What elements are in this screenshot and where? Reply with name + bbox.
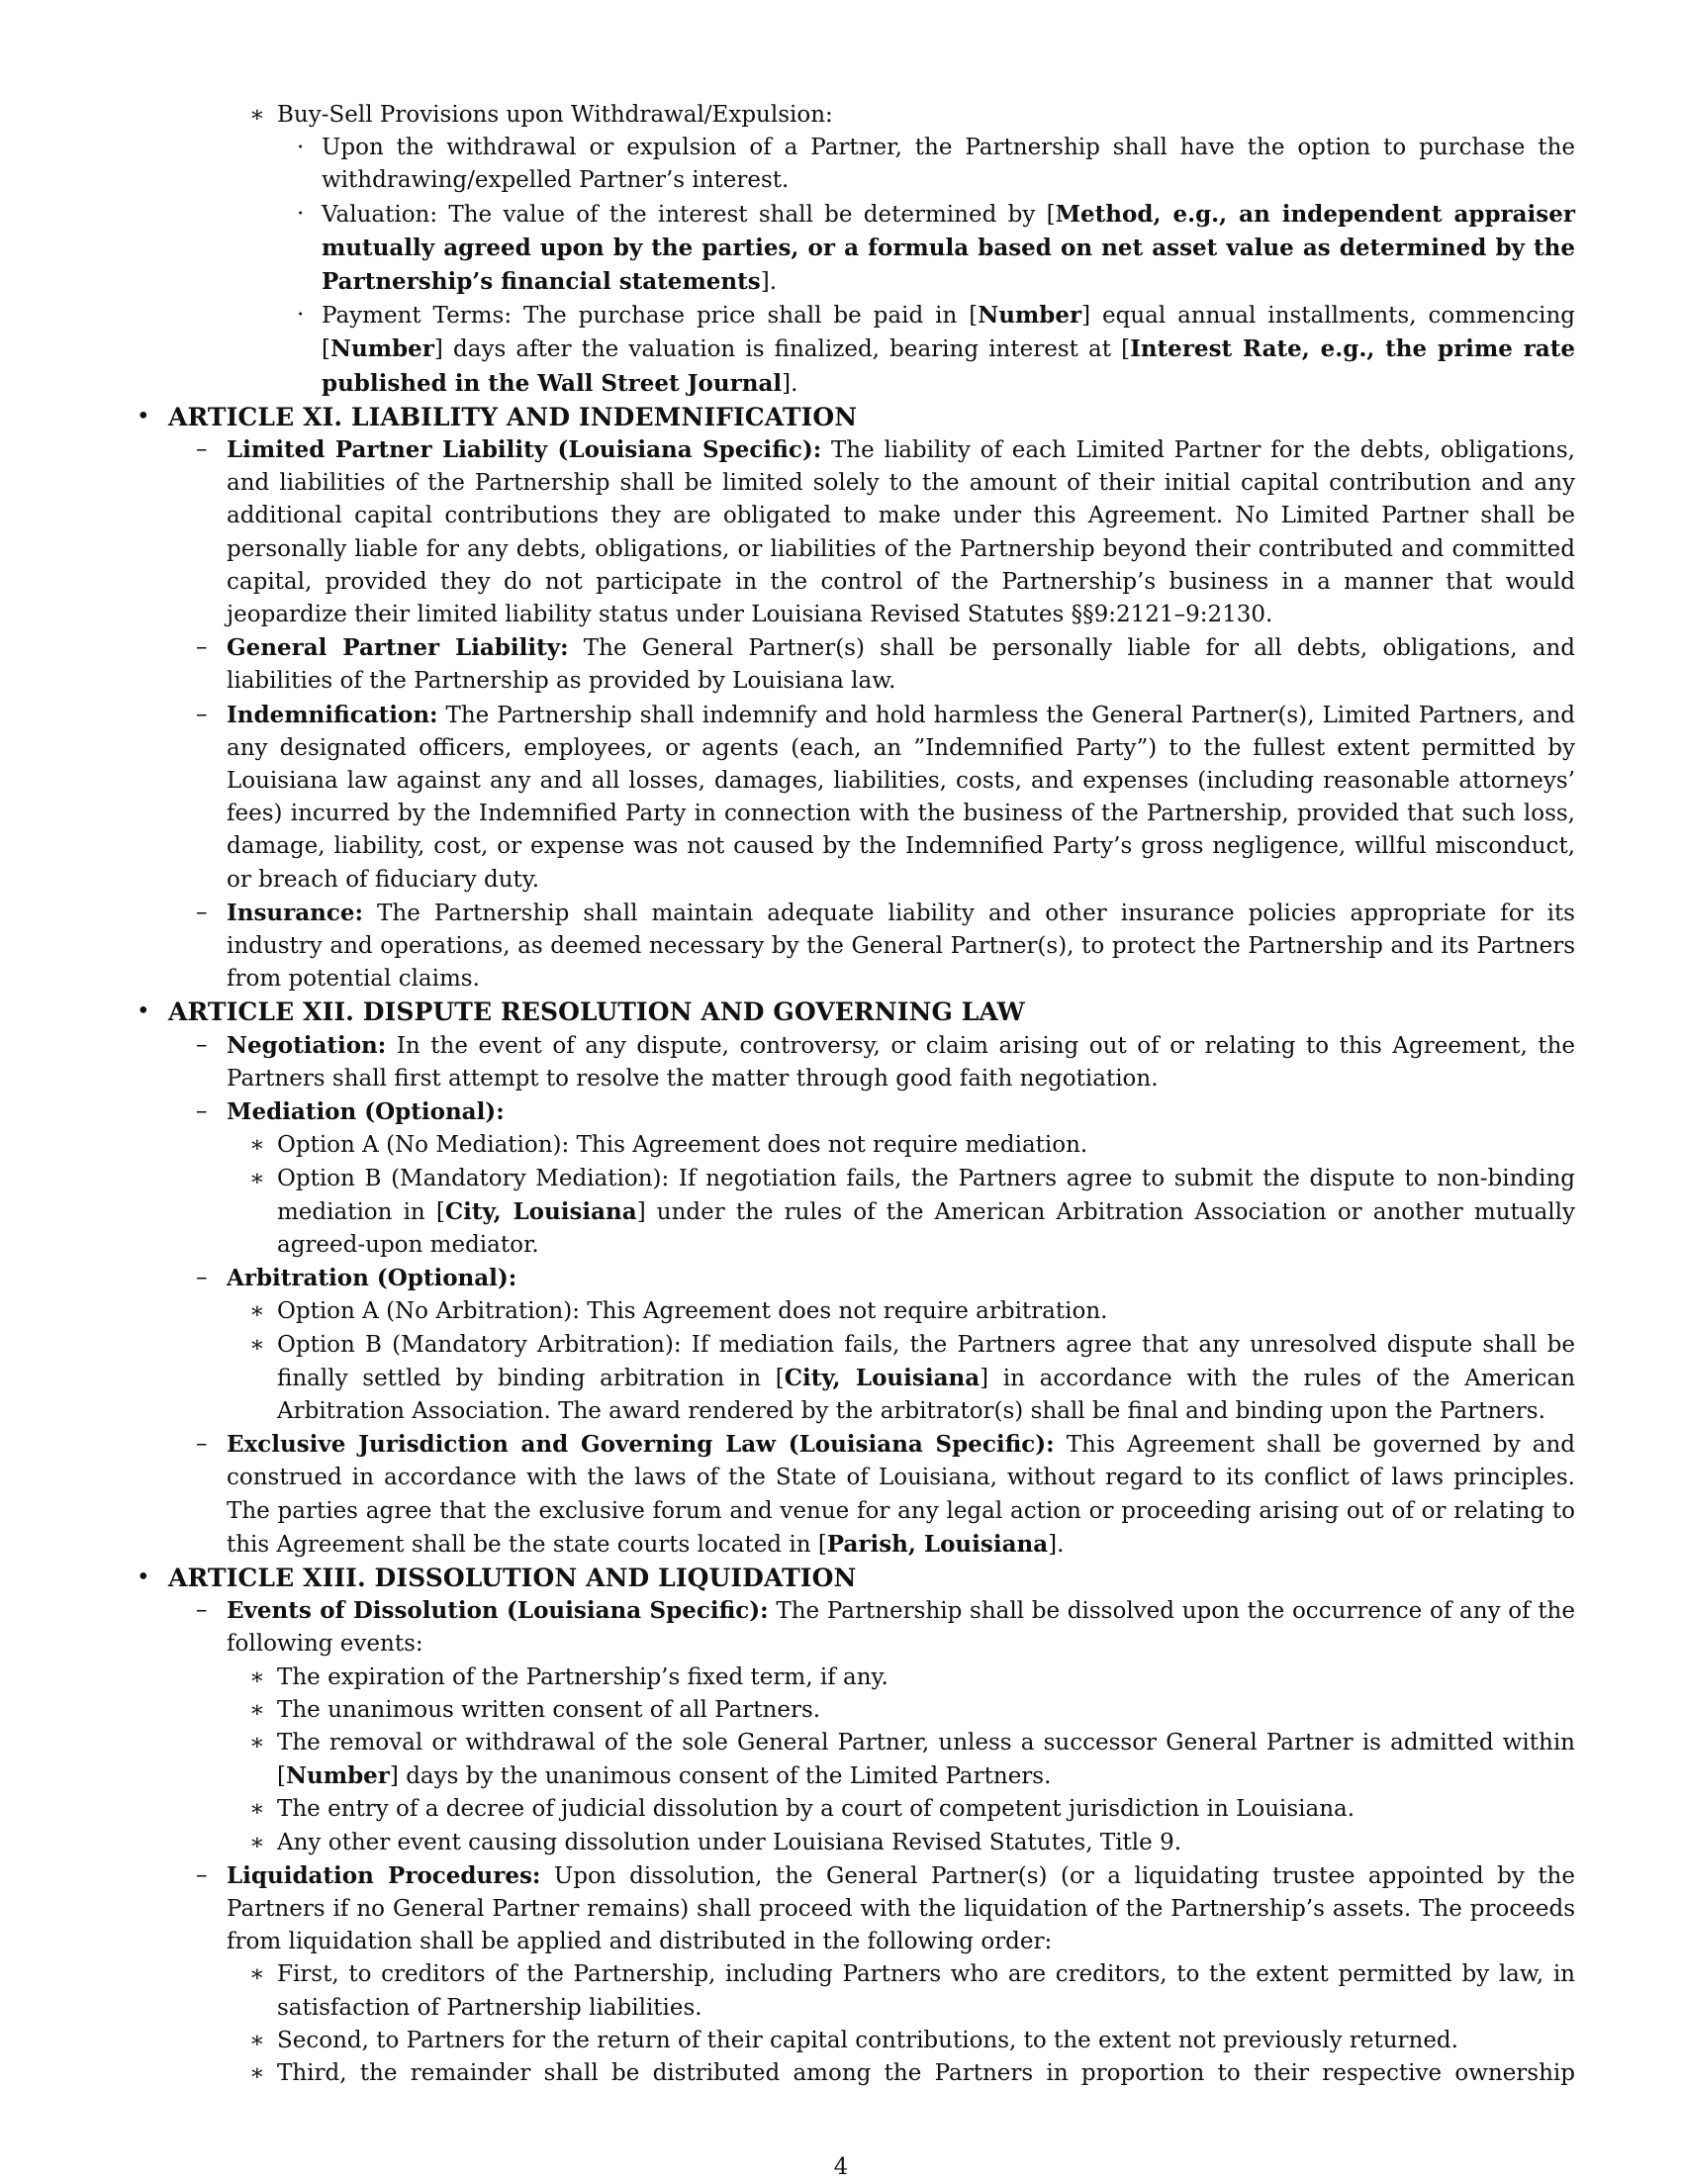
general-liability-label: General Partner Liability: [227, 634, 569, 662]
negotiation [129, 1029, 1575, 1095]
dissolution-event: ∗ The expiration of the Partnership’s fixed term, if any. [129, 1662, 1575, 1694]
dissolution-event: ∗ The removal or withdrawal of the sole General Partner, unless a successor General Partner is admitted within [Number] days by the unanimous consent of the Limited Partners. [129, 1727, 1575, 1793]
limited-liability-label: Limited Partner Liability (Louisiana Specific): [227, 436, 822, 464]
insurance-text: The Partnership shall maintain adequate liability and other insurance policies appropriate for its industry and operations, as deemed necessary by the General Partner(s), to protect the Partnership and its Partners from potential claims. [227, 900, 1575, 993]
liquidation-step: ∗ Second, to Partners for the return of their capital contributions, to the extent not previously returned. [129, 2025, 1575, 2057]
mediation [129, 1095, 1575, 1129]
insurance [129, 897, 1575, 997]
article-11 [129, 401, 1575, 433]
indemnification-text: The Partnership shall indemnify and hold harmless the General Partner(s), Limited Partners, and any designated officers, employees, or agents (each, an ”Indemnified Party”) to the fullest extent permitted by Louisiana law against any and all losses, damages, liabilities, costs, and expenses (including reasonable attorneys’ fees) incurred by the Indemnified Party in connection with the business of the Partnership, provided that such loss, damage, liability, cost, or expense was not caused by the Indemnified Party’s gross negligence, willful misconduct, or breach of fiduciary duty. [227, 702, 1575, 893]
dash-marker: – [196, 436, 208, 463]
star-marker: ∗ [249, 1298, 265, 1325]
article-13-heading: ARTICLE XIII. DISSOLUTION AND LIQUIDATION [168, 1563, 857, 1592]
mediation-option-a [129, 1129, 1575, 1162]
star-marker: ∗ [249, 102, 265, 128]
placeholder-interest-rate: Interest Rate, e.g., the prime rate published in the Wall Street Journal [322, 335, 1575, 397]
article-12 [129, 996, 1575, 1028]
dot-marker: · [297, 302, 305, 329]
jurisdiction-label: Exclusive Jurisdiction and Governing Law (Louisiana Specific): [227, 1431, 1055, 1459]
dash-marker: – [196, 1098, 208, 1125]
placeholder-parish: Parish, Louisiana [826, 1530, 1049, 1558]
star-marker: ∗ [249, 1331, 265, 1358]
liquidation-text: Upon dissolution, the General Partner(s) (or a liquidating trustee appointed by the Partners if no General Partner remains) shall proceed with the liquidation of the Partnership’s assets. The proceeds from liquidation shall be applied and distributed in the following order: [227, 1862, 1575, 1955]
dash-marker: – [196, 1265, 208, 1291]
arbitration [129, 1262, 1575, 1295]
buysell-valuation-item [129, 198, 1575, 300]
article-13 [129, 1562, 1575, 1594]
article-11-heading: ARTICLE XI. LIABILITY AND INDEMNIFICATION [168, 402, 858, 431]
buysell-option-item [129, 132, 1575, 197]
buysell-option-text: Upon the withdrawal or expulsion of a Partner, the Partnership shall have the option to purchase the withdrawing/expelled Partner’s interest. [322, 135, 1575, 194]
liquidation-label: Liquidation Procedures: [227, 1861, 541, 1889]
buysell-payment-text: Payment Terms: The purchase price shall be paid in [Number] equal annual installments, commencing [Number] days after the valuation is finalized, bearing interest at [Interest Rate, e.g., the prime rate published in the Wall Street Journal]. [322, 302, 1575, 397]
insurance-label: Insurance: [227, 899, 364, 926]
dash-marker: – [196, 899, 208, 925]
arbitration-option-a [129, 1295, 1575, 1328]
buysell-payment-item [129, 299, 1575, 401]
bullet-marker: • [137, 403, 150, 429]
limited-partner-liability [129, 433, 1575, 631]
general-partner-liability [129, 631, 1575, 698]
liquidation-procedures [129, 1859, 1575, 1959]
star-marker: ∗ [249, 1132, 265, 1159]
events-label: Events of Dissolution (Louisiana Specific): [227, 1597, 769, 1625]
placeholder-city: City, Louisiana [784, 1364, 981, 1391]
star-marker: ∗ [249, 1165, 265, 1191]
dash-marker: – [196, 701, 208, 727]
star-marker: ∗ [249, 2059, 265, 2086]
negotiation-text: In the event of any dispute, controversy, or claim arising out of or relating to this Agreement, the Partners shall first attempt to resolve the matter through good faith negotiation. [227, 1032, 1575, 1092]
buysell-title: Buy-Sell Provisions upon Withdrawal/Expulsion: [277, 102, 833, 128]
placeholder-method: Method, e.g., an independent appraiser mutually agreed upon by the parties, or a formula based on net asset value as determined by the Partnership’s financial statements [322, 200, 1575, 296]
dot-marker: · [297, 135, 305, 161]
limited-liability-text: The liability of each Limited Partner for the debts, obligations, and liabilities of the Partnership shall be limited solely to the amount of their initial capital contribution and any additional capital contributions they are obligated to make under this Agreement. No Limited Partner shall be personally liable for any debts, obligations, or liabilities of the Partnership beyond their contributed and committed capital, provided they do not participate in the control of the Partnership’s business in a manner that would jeopardize their limited liability status under Louisiana Revised Statutes §§9:2121–9:2130. [227, 437, 1575, 628]
dash-marker: – [196, 634, 208, 661]
dot-marker: · [297, 200, 305, 227]
events-of-dissolution [129, 1594, 1575, 1661]
dash-marker: – [196, 1031, 208, 1058]
dash-marker: – [196, 1861, 208, 1888]
negotiation-label: Negotiation: [227, 1031, 387, 1059]
mediation-option-b [129, 1163, 1575, 1263]
events-text: The Partnership shall be dissolved upon the occurrence of any of the following events: [227, 1598, 1575, 1658]
star-marker: ∗ [249, 1961, 265, 1988]
jurisdiction-text: This Agreement shall be governed by and construed in accordance with the laws of the State of Louisiana, without regard to its conflict of laws principles. The parties agree that the exclusive forum and venue for any legal action or proceeding arising out of or relating to this Agreement shall be the state courts located in [ [227, 1432, 1575, 1558]
placeholder-city: City, Louisiana [444, 1197, 637, 1225]
liquidation-step: ∗ Third, the remainder shall be distributed among the Partners in proportion to their respective ownership [129, 2057, 1575, 2090]
star-marker: ∗ [249, 1729, 265, 1756]
placeholder-number: Number [329, 335, 434, 363]
page-content [129, 99, 1575, 2090]
arbitration-option-b-text: Option B (Mandatory Arbitration): If mediation fails, the Partners agree that any unresolved dispute shall be finally settled by binding arbitration in [City, Louisiana] in accordance with the rules of the American Arbitration Association. The award rendered by the arbitrator(s) shall be final and binding upon the Partners. [277, 1331, 1576, 1424]
liquidation-step: ∗ First, to creditors of the Partnership, including Partners who are creditors, to the extent permitted by law, in satisfaction of Partnership liabilities. [129, 1958, 1575, 2024]
general-liability-text: The General Partner(s) shall be personally liable for all debts, obligations, and liabilities of the Partnership as provided by Louisiana law. [227, 635, 1575, 695]
mediation-option-b-text: Option B (Mandatory Mediation): If negotiation fails, the Partners agree to submit the dispute to non-binding mediation in [City, Louisiana] under the rules of the American Arbitration Association or another mutually agreed-upon mediator. [277, 1165, 1576, 1258]
star-marker: ∗ [249, 1696, 265, 1723]
dissolution-event: ∗ Any other event causing dissolution under Louisiana Revised Statutes, Title 9. [129, 1827, 1575, 1859]
star-marker: ∗ [249, 1663, 265, 1690]
jurisdiction-governing-law: – Exclusive Jurisdiction and Governing Law (Louisiana Specific): This Agreement shall be governed by and construed in accordance with the laws of the State of Louisiana, without regard to its conflict of laws principles. The parties agree that the exclusive forum and venue for any legal action or proceeding arising out of or relating to this Agreement shall be the state courts located in [Parish, Louisiana]. [129, 1428, 1575, 1562]
dash-marker: – [196, 1431, 208, 1458]
arbitration-label: Arbitration (Optional): [227, 1265, 517, 1292]
mediation-label: Mediation (Optional): [227, 1098, 505, 1126]
mediation-option-a-text: Option A (No Mediation): This Agreement does not require mediation. [277, 1132, 1088, 1159]
star-marker: ∗ [249, 1796, 265, 1823]
dissolution-event: ∗ The unanimous written consent of all Partners. [129, 1694, 1575, 1727]
arbitration-option-b [129, 1329, 1575, 1429]
bullet-marker: • [137, 998, 150, 1025]
bullet-marker: • [137, 1564, 150, 1590]
dissolution-event: ∗ The entry of a decree of judicial dissolution by a court of competent jurisdiction in Louisiana. [129, 1793, 1575, 1826]
dash-marker: – [196, 1597, 208, 1624]
star-marker: ∗ [249, 2027, 265, 2053]
buysell-valuation-text: Valuation: The value of the interest shall be determined by [Method, e.g., an independent appraiser mutually agreed upon by the parties, or a formula based on net asset value as determined by the Partnership’s financial statements]. [322, 200, 1575, 296]
buysell-item [129, 99, 1575, 132]
indemnification-label: Indemnification: [227, 701, 438, 728]
indemnification [129, 699, 1575, 897]
article-12-heading: ARTICLE XII. DISPUTE RESOLUTION AND GOVERNING LAW [168, 997, 1025, 1027]
page-number: 4 [833, 2154, 849, 2180]
star-marker: ∗ [249, 1829, 265, 1855]
placeholder-number: Number [285, 1762, 390, 1790]
placeholder-number: Number [978, 302, 1082, 330]
arbitration-option-a-text: Option A (No Arbitration): This Agreement does not require arbitration. [277, 1298, 1108, 1325]
